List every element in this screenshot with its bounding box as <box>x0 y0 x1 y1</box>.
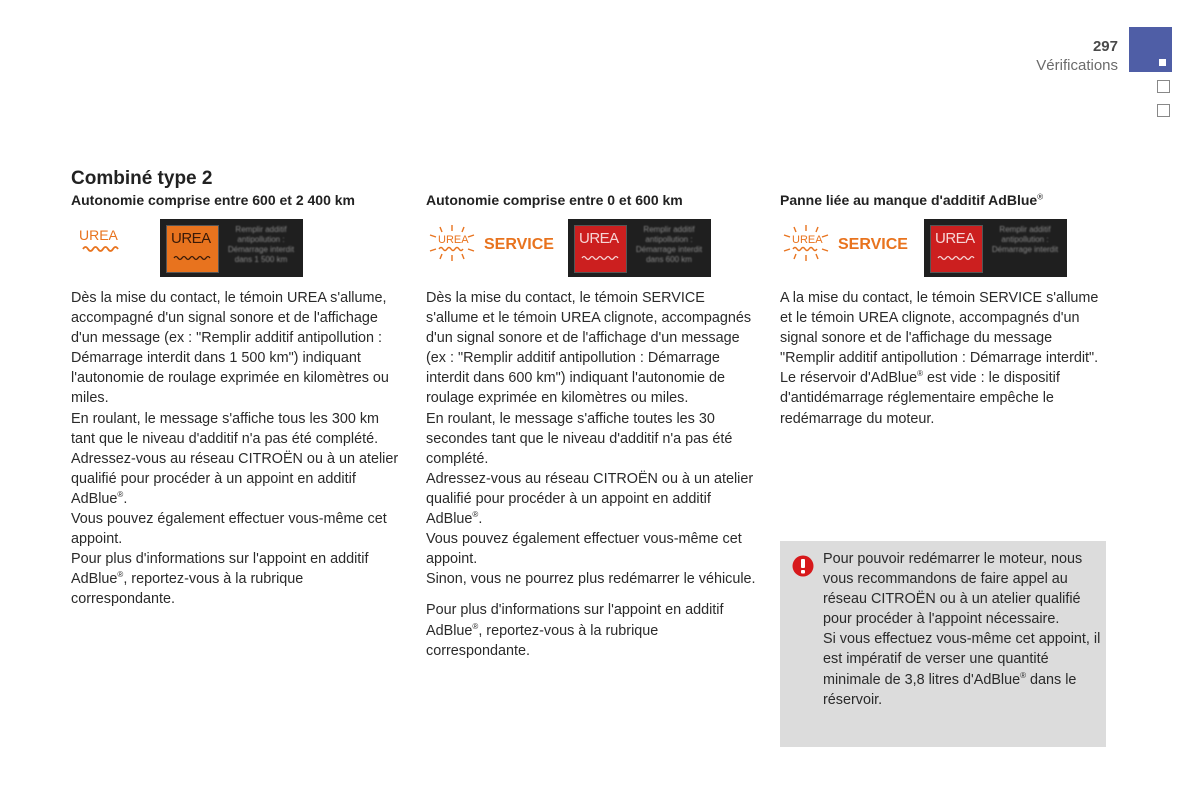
warning-note <box>780 541 1106 747</box>
indicator-row <box>780 219 1110 279</box>
column-heading: Autonomie comprise entre 0 et 600 km <box>426 192 683 208</box>
svg-text:SERVICE: SERVICE <box>484 236 554 253</box>
display-message: Remplir additif antipollution : Démarrage interdit <box>991 225 1059 254</box>
urea-warning-panel <box>930 225 983 273</box>
chapter-tab[interactable] <box>1129 27 1172 72</box>
paragraph: Vous pouvez également effectuer vous-même cet appoint. <box>426 531 742 568</box>
display-label: UREA <box>935 230 975 247</box>
display-label: UREA <box>579 230 619 247</box>
service-icon <box>484 233 554 260</box>
paragraph: Adressez-vous au réseau CITROËN ou à un atelier qualifié pour procéder à un appoint en additif AdBlue®. <box>426 470 754 528</box>
heading-text: Panne liée au manque d'additif AdBlue <box>780 192 1038 208</box>
warning-text <box>823 549 1101 710</box>
paragraph: Pour pouvoir redémarrer le moteur, nous vous recommandons de faire appel au réseau CITROËN ou à un atelier qualifié pour procéder à l'appoint nécessaire. <box>823 551 1083 628</box>
paragraph: Adressez-vous au réseau CITROËN ou à un atelier qualifié pour procéder à un appoint en additif AdBlue®. <box>71 450 399 507</box>
column-heading <box>780 192 1110 210</box>
urea-icon <box>77 225 127 262</box>
column-0-600 <box>426 192 756 661</box>
paragraph: En roulant, le message s'affiche toutes les 30 secondes tant que le niveau d'additif n'a pas été complété. <box>426 410 733 467</box>
body-text <box>426 288 756 661</box>
indicator-row <box>426 219 756 279</box>
column-adblue-failure <box>780 192 1110 429</box>
instrument-display <box>924 219 1067 277</box>
chapter-tab-empty[interactable] <box>1157 80 1170 93</box>
svg-text:UREA: UREA <box>792 234 823 246</box>
body-text <box>71 288 401 610</box>
page-title: Combiné type 2 <box>71 168 213 189</box>
instrument-display <box>568 219 711 277</box>
paragraph: A la mise du contact, le témoin SERVICE s'allume et le témoin UREA clignote, accompagnés d'un signal sonore et de l'affichage du message "Remplir additif antipollution : Démarrage interdit". <box>780 290 1099 367</box>
page-number: 297 <box>1092 38 1118 55</box>
urea-flashing-icon <box>780 223 832 268</box>
display-label: UREA <box>171 230 211 247</box>
paragraph: Si vous effectuez vous-même cet appoint, il est impératif de verser une quantité minimale de 3,8 litres d'AdBlue® dans le réservoir. <box>823 631 1101 708</box>
warning-exclamation-icon <box>792 555 814 582</box>
section-title: Vérifications <box>1036 57 1118 74</box>
paragraph: Pour plus d'informations sur l'appoint en additif AdBlue®, reportez-vous à la rubrique correspondante. <box>71 551 369 608</box>
urea-warning-panel <box>166 225 219 273</box>
chapter-tab-empty[interactable] <box>1157 104 1170 117</box>
svg-text:SERVICE: SERVICE <box>838 236 908 253</box>
active-marker <box>1159 59 1166 66</box>
service-icon <box>838 233 908 260</box>
svg-text:UREA: UREA <box>438 234 469 246</box>
instrument-display <box>160 219 303 277</box>
indicator-row <box>71 219 401 279</box>
column-heading: Autonomie comprise entre 600 et 2 400 km <box>71 192 355 208</box>
paragraph: Sinon, vous ne pourrez plus redémarrer le véhicule. <box>426 571 756 588</box>
registered-mark: ® <box>1037 192 1044 202</box>
urea-warning-panel <box>574 225 627 273</box>
display-message: Remplir additif antipollution : Démarrage interdit dans 600 km <box>635 225 703 264</box>
paragraph: Dès la mise du contact, le témoin SERVICE s'allume et le témoin UREA clignote, accompagnés d'un signal sonore et de l'affichage d'un message (ex : "Remplir additif antipollution : Démarrage interdit dans 600 km") indiquant l'autonomie de roulage exprimée en kilomètres ou miles. <box>426 290 752 407</box>
column-600-2400 <box>71 192 401 610</box>
svg-text:UREA: UREA <box>79 227 118 243</box>
body-text <box>780 288 1110 429</box>
paragraph: En roulant, le message s'affiche tous les 300 km tant que le niveau d'additif n'a pas été complété. <box>71 410 380 447</box>
urea-flashing-icon <box>426 223 478 268</box>
paragraph: Vous pouvez également effectuer vous-même cet appoint. <box>71 511 387 548</box>
display-message: Remplir additif antipollution : Démarrage interdit dans 1 500 km <box>227 225 295 264</box>
paragraph: Dès la mise du contact, le témoin UREA s'allume, accompagné d'un signal sonore et de l'affichage d'un message (ex : "Remplir additif antipollution : Démarrage interdit dans 1 500 km") indiquant l'autonomie de roulage exprimée en kilomètres ou miles. <box>71 290 389 407</box>
paragraph: Pour plus d'informations sur l'appoint en additif AdBlue®, reportez-vous à la rubrique correspondante. <box>426 602 724 659</box>
paragraph: Le réservoir d'AdBlue® est vide : le dispositif d'antidémarrage réglementaire empêche le redémarrage du moteur. <box>780 369 1060 427</box>
